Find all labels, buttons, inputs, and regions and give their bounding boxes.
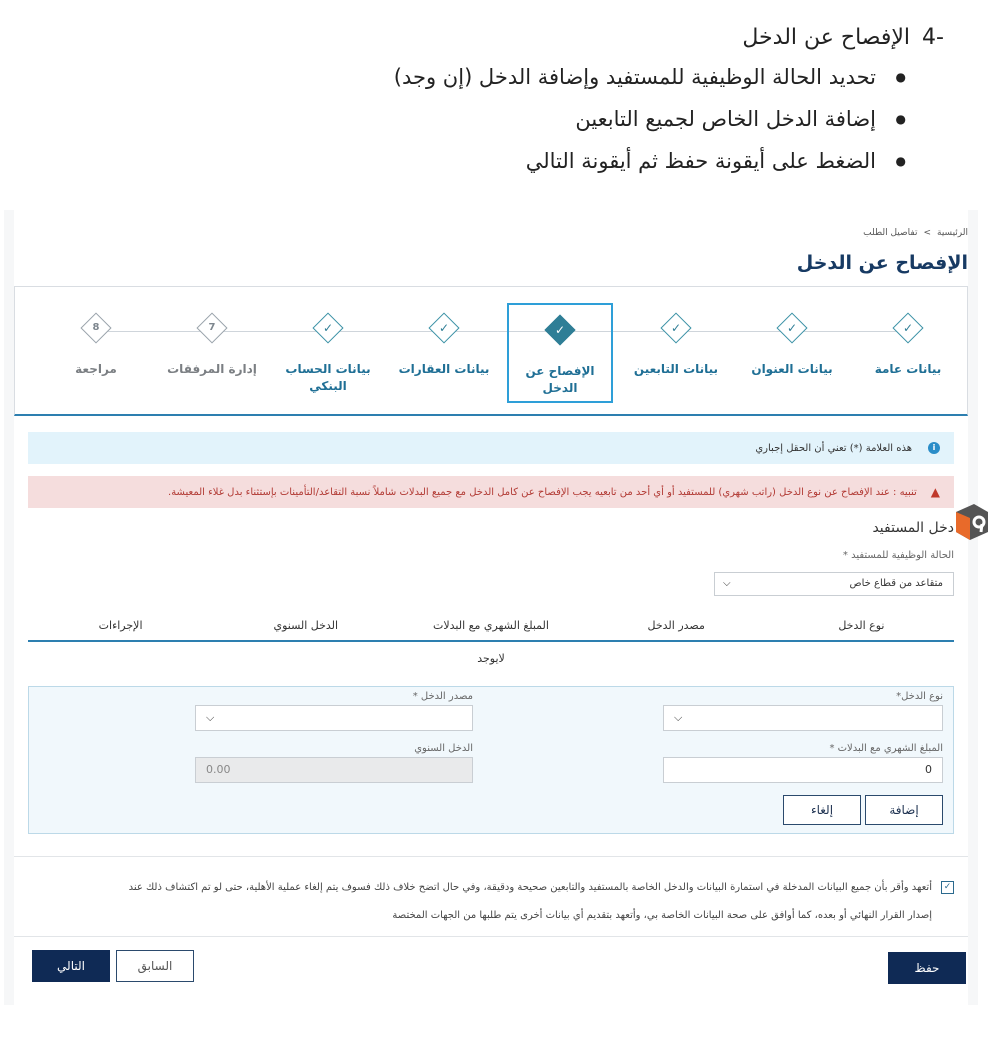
table-header-income-source: مصدر الدخل (647, 619, 705, 632)
chevron-down-icon: ⌵ (206, 711, 215, 724)
breadcrumb-current: تفاصيل الطلب (863, 228, 918, 238)
table-header-actions: الإجراءات (98, 619, 143, 632)
info-bar (28, 432, 954, 464)
instructions (244, 20, 944, 182)
annual-income-label: الدخل السنوي (414, 743, 473, 754)
check-icon: ✓ (554, 323, 566, 337)
app-screenshot (4, 210, 978, 1005)
add-income-button[interactable]: إضافة (865, 795, 943, 825)
warning-message: تنبيه : عند الإفصاح عن نوع الدخل (راتب شهري) للمستفيد أو أي أحد من تابعيه يجب الإفصاح عن كامل الدخل مع جميع البدلات شاملاً نسبة التقاعد/التأمينات بإستثناء بدل غلاء المعيشة. (168, 486, 917, 498)
agreement (28, 874, 954, 930)
info-icon: i (928, 442, 940, 454)
step-label: بيانات عامة (874, 362, 942, 376)
step-label: إدارة المرفقات (167, 362, 257, 376)
step-number: 8 (92, 322, 100, 333)
beneficiary-section-title: دخل المستفيد (872, 520, 954, 536)
chevron-down-icon: ⌵ (723, 578, 731, 589)
annual-income-input (195, 757, 473, 783)
step-8[interactable] (43, 303, 149, 403)
next-button[interactable]: التالي (32, 950, 110, 982)
previous-button[interactable]: السابق (116, 950, 194, 982)
employment-status-select[interactable] (714, 572, 954, 596)
agreement-checkbox[interactable]: ✓ (941, 881, 954, 894)
instructions-title-text: الإفصاح عن الدخل (742, 25, 911, 50)
warning-bar (28, 476, 954, 508)
income-source-select[interactable] (195, 705, 473, 731)
check-icon: ✓ (438, 321, 450, 335)
check-icon: ✓ (322, 321, 334, 335)
breadcrumb-home[interactable]: الرئيسية (937, 228, 968, 238)
step-label: مراجعة (75, 362, 117, 376)
table-header-annual-income: الدخل السنوي (273, 619, 339, 632)
monthly-amount-value: 0 (925, 763, 932, 776)
check-icon: ✓ (902, 321, 914, 335)
step-4[interactable] (507, 303, 613, 403)
instructions-step-number: -4 (922, 25, 944, 50)
cancel-income-button[interactable]: إلغاء (783, 795, 861, 825)
step-label: بيانات الحساب البنكي (285, 362, 371, 393)
stepper (14, 286, 968, 416)
app-content (14, 210, 968, 1005)
employment-status-label: الحالة الوظيفية للمستفيد * (842, 550, 954, 561)
step-label: بيانات العنوان (751, 362, 833, 376)
watermark-logo-icon (952, 502, 990, 542)
table-empty-text: لايوجد (477, 652, 505, 665)
table-header-monthly-amount: المبلغ الشهري مع البدلات (433, 619, 549, 632)
warning-icon: ▲ (930, 485, 940, 499)
divider (14, 856, 968, 857)
income-source-label: مصدر الدخل * (412, 691, 473, 702)
step-1[interactable] (855, 303, 961, 403)
check-icon: ✓ (670, 321, 682, 335)
monthly-amount-label: المبلغ الشهري مع البدلات * (829, 743, 943, 754)
step-6[interactable] (275, 303, 381, 403)
instructions-bullet: ● إضافة الدخل الخاص لجميع التابعين (244, 98, 906, 140)
step-number: 7 (208, 322, 216, 333)
income-type-select[interactable] (663, 705, 943, 731)
check-icon: ✓ (786, 321, 798, 335)
save-button[interactable]: حفظ (888, 952, 966, 984)
monthly-amount-input[interactable] (663, 757, 943, 783)
divider (14, 936, 968, 937)
income-table-header (28, 614, 954, 642)
step-label: الإفصاح عن الدخل (525, 364, 595, 395)
instructions-bullet: ● تحديد الحالة الوظيفية للمستفيد وإضافة الدخل (إن وجد) (244, 56, 906, 98)
instructions-title (244, 20, 944, 56)
page-title: الإفصاح عن الدخل (796, 252, 968, 274)
breadcrumb-separator: > (923, 228, 931, 238)
annual-income-value: 0.00 (206, 763, 231, 776)
add-income-form (28, 686, 954, 834)
employment-status-value: متقاعد من قطاع خاص (849, 578, 943, 589)
step-5[interactable] (391, 303, 497, 403)
breadcrumb (863, 228, 968, 238)
step-7[interactable] (159, 303, 265, 403)
instructions-list (244, 56, 906, 182)
step-3[interactable] (623, 303, 729, 403)
income-type-label: نوع الدخل* (896, 691, 943, 702)
table-header-income-type: نوع الدخل (838, 619, 885, 632)
step-label: بيانات التابعين (633, 362, 719, 376)
step-2[interactable] (739, 303, 845, 403)
info-message: هذه العلامة (*) تعني أن الحقل إجباري (755, 442, 912, 454)
step-label: بيانات العقارات (398, 362, 490, 376)
chevron-down-icon: ⌵ (674, 711, 683, 724)
instructions-bullet: ● الضغط على أيقونة حفظ ثم أيقونة التالي (244, 140, 906, 182)
agreement-line-2: إصدار القرار النهائي أو بعده، كما أوافق على صحة البيانات الخاصة بي، وأتعهد بتقديم أي بيانات أخرى يتم طلبها من الجهات المختصة (392, 910, 932, 921)
agreement-line-1: أتعهد وأقر بأن جميع البيانات المدخلة في استمارة البيانات والدخل الخاصة بالمستفيد والتابعين صحيحة ودقيقة، وفي حال اتضح خلاف ذلك فسوف يتم إلغاء عملية الأهلية، حتى لو تم اكتشاف ذلك عند (128, 882, 932, 893)
